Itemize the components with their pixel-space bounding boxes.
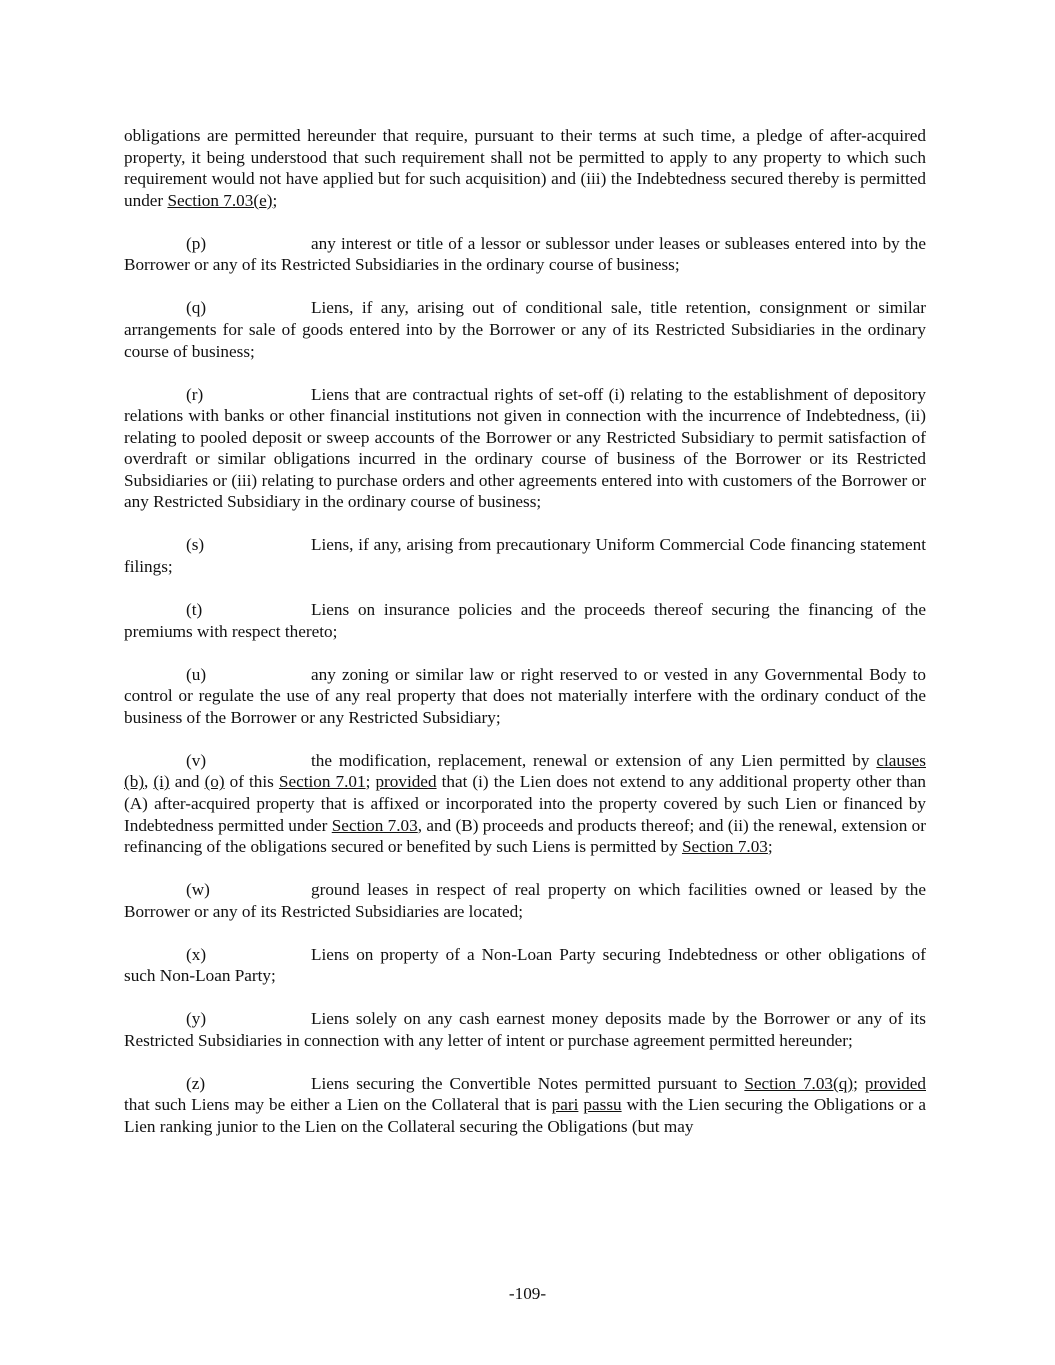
section-reference-link: Section 7.03 xyxy=(681,837,768,857)
clause-p xyxy=(124,233,926,276)
clause-label: (z) xyxy=(186,1073,206,1093)
clause-t xyxy=(124,599,926,642)
clause-label: (s) xyxy=(186,535,205,555)
clause-x xyxy=(124,944,926,987)
clause-reference-link: clauses (b) xyxy=(124,750,926,792)
clause-label: (u) xyxy=(186,664,207,684)
clause-s xyxy=(124,534,926,577)
clause-text: Liens that are contractual rights of set-off (i) relating to the establishment of depository relations with banks or other financial institutions not given in connection with the incurrence of Indebtedness, (ii) relating to pooled deposit or sweep accounts of the Borrower or any Restricted Subsidiary to permit satisfaction of overdraft or similar obligations incurred in the ordinary course of business of the Borrower or its Restricted Subsidiaries or (iii) relating to purchase orders and other agreements entered into with customers of the Borrower or any Restricted Subsidiary in the ordinary course of business; xyxy=(124,384,926,512)
clause-label: (p) xyxy=(186,233,207,253)
clause-z: (z) Liens securing the Convertible Notes permitted pursuant to Section 7.03(q); provided that such Liens may be either a Lien on the Collateral that is pari passu with the Lien securing the Obligations or a Lien ranking junior to the Lien on the Collateral securing the Obligations (but may xyxy=(124,1073,927,1137)
clause-y xyxy=(124,1008,926,1051)
clause-r xyxy=(124,384,926,514)
clause-label: (v) xyxy=(186,750,207,770)
clause-w xyxy=(124,879,926,922)
section-reference-link: Section 7.03(q) xyxy=(744,1073,854,1093)
clause-text: Liens on property of a Non-Loan Party securing Indebtedness or other obligations of such Non-Loan Party; xyxy=(124,944,926,986)
provided-term: provided xyxy=(864,1073,926,1093)
passu-term: passu xyxy=(583,1095,622,1115)
document-page xyxy=(124,125,926,1159)
clause-label: (t) xyxy=(186,600,203,620)
clause-label: (x) xyxy=(186,944,207,964)
clause-q xyxy=(124,297,926,362)
clause-reference-link: (i) xyxy=(153,772,170,792)
provided-term: provided xyxy=(375,772,437,792)
clause-text: Liens solely on any cash earnest money deposits made by the Borrower or any of its Restricted Subsidiaries in connection with any letter of intent or purchase agreement permitted hereunder; xyxy=(124,1009,926,1050)
clause-u xyxy=(124,664,926,729)
clause-reference-link: (o) xyxy=(204,772,225,792)
clause-label: (w) xyxy=(186,880,210,900)
clause-text: Liens, if any, arising out of conditional sale, title retention, consignment or similar arrangements for sale of goods entered into by the Borrower or any of its Restricted Subsidiaries in the ordinary course of business; xyxy=(124,298,926,361)
clause-text: ground leases in respect of real property on which facilities owned or leased by the Borrower or any of its Restricted Subsidiaries are located; xyxy=(124,880,926,921)
clause-text: any zoning or similar law or right reserved to or vested in any Governmental Body to control or regulate the use of any real property that does not materially interfere with the ordinary conduct of the business of the Borrower or any Restricted Subsidiary; xyxy=(124,664,926,727)
paragraph-text: obligations are permitted hereunder that require, pursuant to their terms at such time, a pledge of after-acquired property, it being understood that such requirement shall not be permitted to apply to any property to which such requirement would not have applied but for such acquisition) and (iii) the Indebtedness secured thereby is permitted under xyxy=(124,126,926,210)
pari-term: pari xyxy=(551,1095,579,1115)
clause-text: any interest or title of a lessor or sublessor under leases or subleases entered into by the Borrower or any of its Restricted Subsidiaries in the ordinary course of business; xyxy=(124,233,926,275)
clause-label: (r) xyxy=(186,384,204,404)
page-number: -109- xyxy=(508,1284,547,1303)
clause-v: (v) the modification, replacement, renewal or extension of any Lien permitted by clauses (b), (i) and (o) of this Section 7.01; provided that (i) the Lien does not extend to any additional property other than (A) after-acquired property that is affixed or incorporated into the property covered by such Lien or financed by Indebtedness permitted under Section 7.03, and (B) proceeds and products thereof; and (ii) the renewal, extension or refinancing of the obligations secured or benefited by such Liens is permitted by Section 7.03; xyxy=(124,750,927,857)
clause-text: Liens, if any, arising from precautionary Uniform Commercial Code financing statement filings; xyxy=(124,535,926,577)
clause-label: (y) xyxy=(186,1009,207,1029)
section-reference-link: Section 7.01 xyxy=(278,772,366,792)
clause-label: (q) xyxy=(186,298,207,318)
clause-text: Liens on insurance policies and the proceeds thereof securing the financing of the premiums with respect thereto; xyxy=(124,600,926,641)
continuation-paragraph: obligations are permitted hereunder that require, pursuant to their terms at such time, a pledge of after-acquired property, it being understood that such requirement shall not be permitted to apply to any property to which such requirement would not have applied but for such acquisition) and (iii) the Indebtedness secured thereby is permitted under Section 7.03(e); xyxy=(124,126,926,210)
section-reference-link: Section 7.03 xyxy=(331,815,418,835)
section-reference-link: Section 7.03(e) xyxy=(167,190,273,210)
